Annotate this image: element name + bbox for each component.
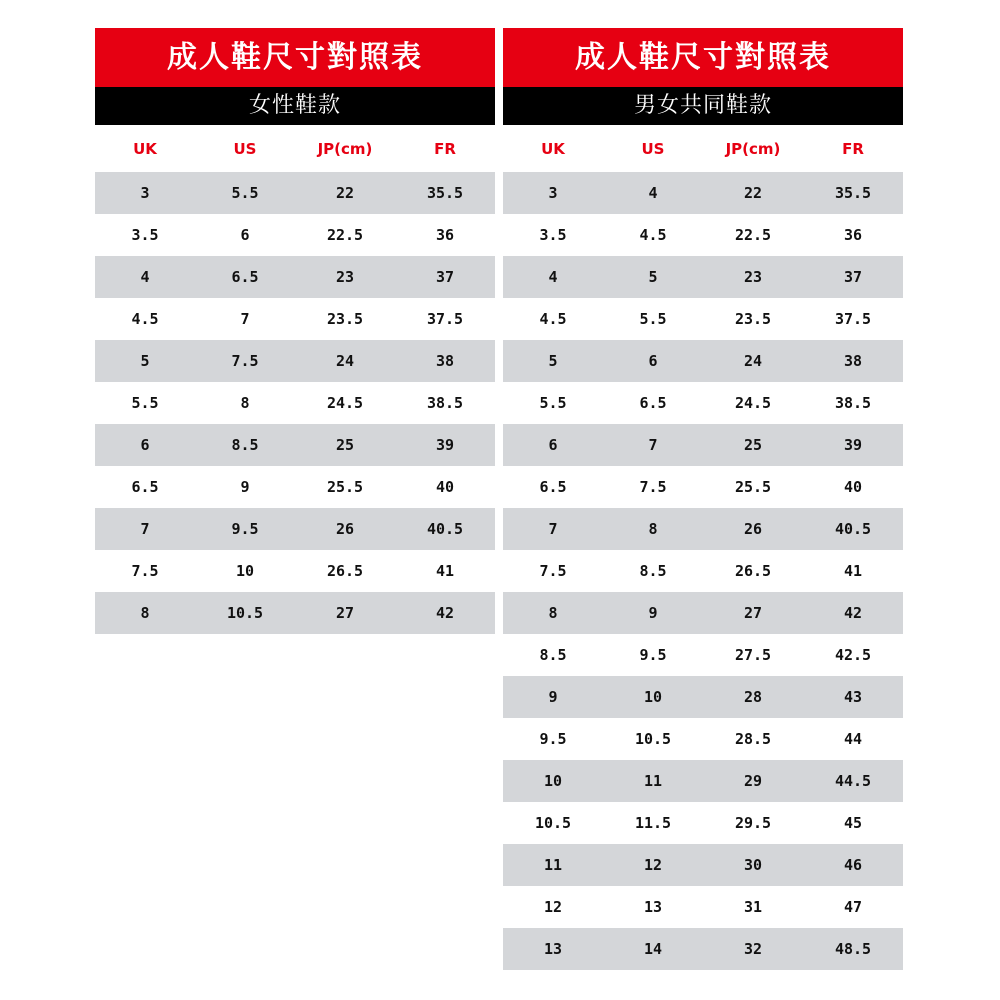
column-header-uk: UK <box>541 139 565 158</box>
table-row <box>95 592 495 634</box>
cell-jp: 32 <box>743 940 763 958</box>
cell-uk: 10.5 <box>534 814 572 832</box>
table-row <box>503 256 903 298</box>
cell-us: 9 <box>648 604 658 622</box>
cell-jp: 24 <box>335 352 355 370</box>
table-row <box>95 214 495 256</box>
cell-jp: 25.5 <box>734 478 772 496</box>
cell-jp: 29 <box>743 772 763 790</box>
table-row <box>95 550 495 592</box>
cell-uk: 7.5 <box>539 562 567 580</box>
table-row <box>503 928 903 970</box>
table-row <box>503 424 903 466</box>
cell-jp: 26.5 <box>734 562 772 580</box>
cell-us: 4 <box>648 184 658 202</box>
cell-us: 9 <box>240 478 250 496</box>
cell-us: 14 <box>643 940 663 958</box>
table-row <box>95 298 495 340</box>
cell-jp: 25 <box>335 436 355 454</box>
table-row <box>503 382 903 424</box>
cell-fr: 47 <box>843 898 863 916</box>
cell-uk: 6 <box>548 436 558 454</box>
cell-uk: 7 <box>140 520 150 538</box>
cell-fr: 37 <box>843 268 863 286</box>
cell-jp: 28 <box>743 688 763 706</box>
cell-jp: 22.5 <box>326 226 364 244</box>
column-header-uk: UK <box>133 139 157 158</box>
cell-uk: 5 <box>140 352 150 370</box>
cell-uk: 11 <box>543 856 563 874</box>
cell-us: 5.5 <box>639 310 667 328</box>
cell-jp: 24.5 <box>326 394 364 412</box>
cell-fr: 42.5 <box>834 646 872 664</box>
cell-us: 9.5 <box>639 646 667 664</box>
cell-us: 6.5 <box>231 268 259 286</box>
cell-fr: 48.5 <box>834 940 872 958</box>
cell-us: 7.5 <box>639 478 667 496</box>
cell-uk: 6 <box>140 436 150 454</box>
table-row <box>95 466 495 508</box>
column-header-us: US <box>233 139 257 158</box>
column-header-jp: JP(cm) <box>317 139 373 158</box>
column-header-us: US <box>641 139 665 158</box>
table-body <box>95 172 495 634</box>
cell-us: 6 <box>240 226 250 244</box>
cell-uk: 9.5 <box>539 730 567 748</box>
cell-jp: 26 <box>743 520 763 538</box>
cell-jp: 27.5 <box>734 646 772 664</box>
cell-fr: 35.5 <box>426 184 464 202</box>
cell-us: 12 <box>643 856 663 874</box>
cell-us: 8 <box>648 520 658 538</box>
cell-jp: 29.5 <box>734 814 772 832</box>
table-row <box>503 592 903 634</box>
cell-us: 7.5 <box>231 352 259 370</box>
table-subtitle: 女性鞋款 <box>95 87 495 125</box>
column-header-row <box>503 125 903 172</box>
cell-fr: 40 <box>435 478 455 496</box>
cell-fr: 44.5 <box>834 772 872 790</box>
cell-jp: 22 <box>335 184 355 202</box>
cell-fr: 37.5 <box>834 310 872 328</box>
cell-fr: 39 <box>435 436 455 454</box>
cell-fr: 37.5 <box>426 310 464 328</box>
cell-fr: 36 <box>435 226 455 244</box>
cell-jp: 28.5 <box>734 730 772 748</box>
cell-fr: 40.5 <box>426 520 464 538</box>
table-subtitle: 男女共同鞋款 <box>503 87 903 125</box>
cell-us: 4.5 <box>639 226 667 244</box>
cell-jp: 27 <box>743 604 763 622</box>
cell-fr: 41 <box>435 562 455 580</box>
cell-fr: 37 <box>435 268 455 286</box>
cell-uk: 8 <box>548 604 558 622</box>
cell-us: 7 <box>240 310 250 328</box>
unisex-size-table <box>503 28 903 970</box>
table-row <box>503 802 903 844</box>
cell-uk: 3 <box>140 184 150 202</box>
cell-fr: 38.5 <box>834 394 872 412</box>
cell-us: 7 <box>648 436 658 454</box>
table-row <box>95 340 495 382</box>
cell-fr: 41 <box>843 562 863 580</box>
cell-us: 11.5 <box>634 814 672 832</box>
cell-uk: 3 <box>548 184 558 202</box>
column-header-jp: JP(cm) <box>725 139 781 158</box>
cell-uk: 3.5 <box>131 226 159 244</box>
cell-jp: 23 <box>335 268 355 286</box>
cell-us: 10.5 <box>226 604 264 622</box>
cell-us: 5 <box>648 268 658 286</box>
table-row <box>503 340 903 382</box>
table-row <box>503 298 903 340</box>
cell-fr: 40 <box>843 478 863 496</box>
cell-fr: 42 <box>843 604 863 622</box>
cell-us: 11 <box>643 772 663 790</box>
cell-us: 6 <box>648 352 658 370</box>
table-row <box>503 508 903 550</box>
cell-jp: 23.5 <box>734 310 772 328</box>
cell-jp: 22 <box>743 184 763 202</box>
cell-fr: 38 <box>435 352 455 370</box>
column-header-fr: FR <box>842 139 864 158</box>
column-header-row <box>95 125 495 172</box>
cell-jp: 23 <box>743 268 763 286</box>
table-row <box>503 886 903 928</box>
cell-us: 6.5 <box>639 394 667 412</box>
cell-fr: 45 <box>843 814 863 832</box>
cell-us: 8.5 <box>639 562 667 580</box>
cell-fr: 38.5 <box>426 394 464 412</box>
column-header-fr: FR <box>434 139 456 158</box>
cell-fr: 44 <box>843 730 863 748</box>
cell-us: 8.5 <box>231 436 259 454</box>
table-row <box>503 550 903 592</box>
cell-jp: 26.5 <box>326 562 364 580</box>
cell-jp: 30 <box>743 856 763 874</box>
table-row <box>503 676 903 718</box>
cell-jp: 25 <box>743 436 763 454</box>
cell-uk: 5.5 <box>131 394 159 412</box>
table-body <box>503 172 903 970</box>
cell-uk: 4 <box>140 268 150 286</box>
cell-fr: 43 <box>843 688 863 706</box>
cell-uk: 3.5 <box>539 226 567 244</box>
cell-fr: 42 <box>435 604 455 622</box>
cell-us: 9.5 <box>231 520 259 538</box>
cell-fr: 40.5 <box>834 520 872 538</box>
table-row <box>95 172 495 214</box>
table-row <box>95 256 495 298</box>
cell-us: 10 <box>643 688 663 706</box>
cell-uk: 12 <box>543 898 563 916</box>
cell-jp: 24 <box>743 352 763 370</box>
table-title: 成人鞋尺寸對照表 <box>95 28 495 87</box>
cell-fr: 38 <box>843 352 863 370</box>
table-row <box>95 508 495 550</box>
women-size-table <box>95 28 495 634</box>
table-title: 成人鞋尺寸對照表 <box>503 28 903 87</box>
cell-jp: 31 <box>743 898 763 916</box>
cell-uk: 5 <box>548 352 558 370</box>
cell-fr: 39 <box>843 436 863 454</box>
cell-jp: 27 <box>335 604 355 622</box>
cell-us: 13 <box>643 898 663 916</box>
cell-uk: 4 <box>548 268 558 286</box>
cell-uk: 9 <box>548 688 558 706</box>
cell-fr: 35.5 <box>834 184 872 202</box>
table-row <box>95 424 495 466</box>
cell-jp: 22.5 <box>734 226 772 244</box>
cell-jp: 24.5 <box>734 394 772 412</box>
cell-jp: 23.5 <box>326 310 364 328</box>
cell-uk: 4.5 <box>539 310 567 328</box>
cell-uk: 8.5 <box>539 646 567 664</box>
cell-fr: 36 <box>843 226 863 244</box>
cell-uk: 8 <box>140 604 150 622</box>
cell-us: 10 <box>235 562 255 580</box>
table-row <box>503 172 903 214</box>
cell-uk: 10 <box>543 772 563 790</box>
cell-uk: 4.5 <box>131 310 159 328</box>
cell-uk: 7.5 <box>131 562 159 580</box>
table-row <box>503 634 903 676</box>
cell-uk: 7 <box>548 520 558 538</box>
table-row <box>95 382 495 424</box>
table-row <box>503 760 903 802</box>
cell-uk: 13 <box>543 940 563 958</box>
cell-uk: 6.5 <box>539 478 567 496</box>
cell-uk: 6.5 <box>131 478 159 496</box>
table-row <box>503 214 903 256</box>
cell-jp: 25.5 <box>326 478 364 496</box>
table-row <box>503 844 903 886</box>
cell-jp: 26 <box>335 520 355 538</box>
table-row <box>503 466 903 508</box>
cell-us: 10.5 <box>634 730 672 748</box>
table-row <box>503 718 903 760</box>
cell-us: 8 <box>240 394 250 412</box>
cell-fr: 46 <box>843 856 863 874</box>
cell-uk: 5.5 <box>539 394 567 412</box>
cell-us: 5.5 <box>231 184 259 202</box>
